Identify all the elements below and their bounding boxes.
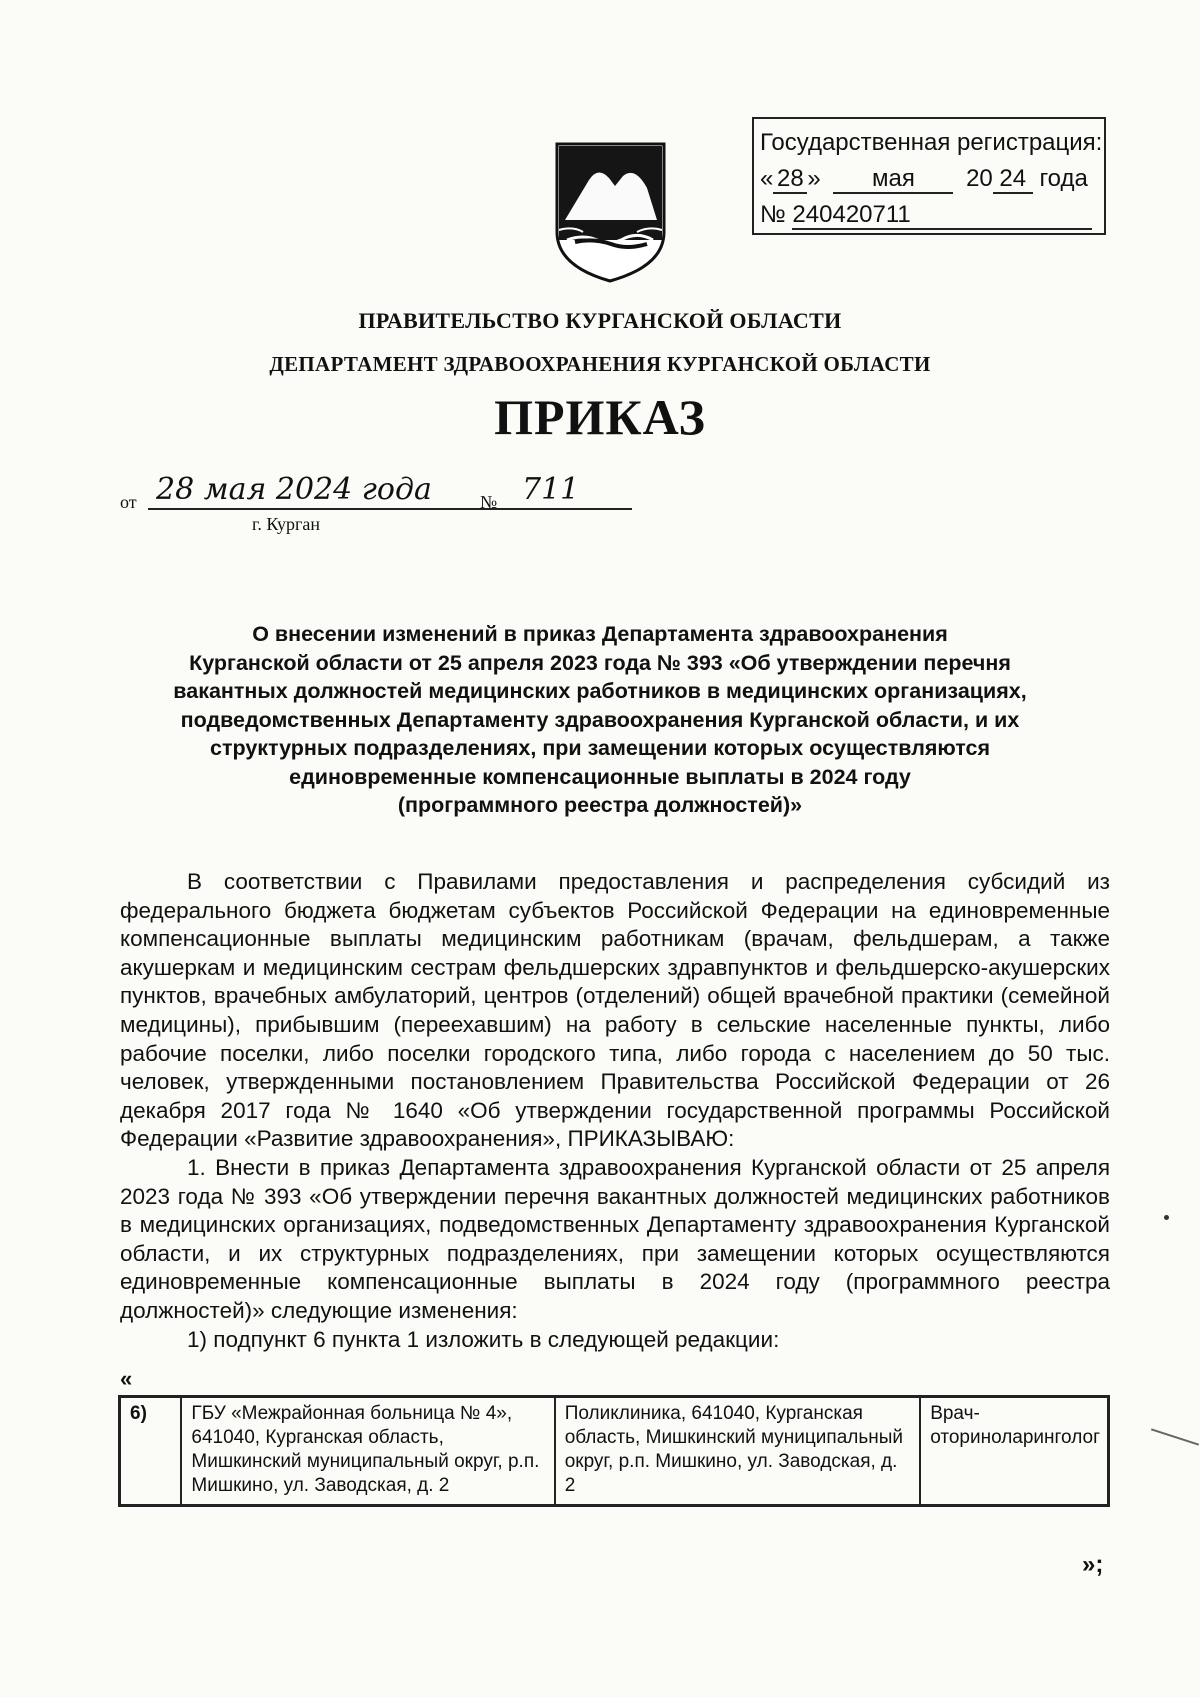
organization-cell: ГБУ «Межрайонная больница № 4», 641040, Курганская область, Мишкинский муниципальный округ, р.п. Мишкино, ул. Заводская, д. 2	[181, 1397, 554, 1506]
document-type-heading: ПРИКАЗ	[494, 389, 706, 445]
order-title	[120, 620, 1080, 820]
registration-date	[760, 161, 1098, 197]
registration-stamp	[752, 117, 1106, 235]
date-from-label: от	[120, 492, 137, 512]
city-label: г. Курган	[252, 514, 321, 534]
registration-day: 28	[773, 166, 807, 194]
order-number-label: №	[480, 492, 498, 512]
title-line: структурных подразделениях, при замещении которых осуществляются	[210, 736, 990, 760]
registration-year-word: года	[1039, 165, 1088, 192]
registration-number-line	[760, 197, 1098, 233]
title-line: (программного реестра должностей)»	[397, 793, 803, 817]
handwritten-order-number: 711	[512, 470, 632, 510]
coat-of-arms-icon	[553, 140, 668, 285]
title-line: Курганской области от 25 апреля 2023 года № 393 «Об утверждении перечня	[189, 650, 1011, 675]
row-number-cell: 6)	[120, 1397, 182, 1506]
margin-dot	[1164, 1215, 1169, 1220]
quote-open-mark: «	[120, 1366, 133, 1391]
registration-open-quote: «	[760, 165, 774, 192]
registration-month: мая	[833, 166, 953, 194]
handwritten-date: 28 мая 2024 года	[148, 470, 598, 510]
order-dateline	[120, 470, 640, 540]
government-heading: ПРАВИТЕЛЬСТВО КУРГАНСКОЙ ОБЛАСТИ	[358, 308, 842, 333]
title-line: подведомственных Департаменту здравоохранения Курганской области, и их	[180, 707, 1020, 732]
title-line: единовременные компенсационные выплаты в 2024 году	[289, 764, 911, 789]
preamble-paragraph: В соответствии с Правилами предоставления и распределения субсидий из федерального бюджета бюджетам субъектов Российской Федерации на единовременные компенсационные выплаты медицинским работникам (врачам, фельдшерам, а также акушеркам и медицинским сестрам фельдшерских здравпунктов и фельдшерско-акушерских пунктов, врачебных амбулаторий, центров (отделений) общей врачебной практики (семейной медицины), прибывшим (переехавшим) на работу в сельские населенные пункты, либо рабочие поселки, либо поселки городского типа, либо города с населением до 50 тыс. человек, утвержденными постановлением Правительства Российской Федерации от 26 декабря 2017 года № 1640 «Об утверждении государственной программы Российской Федерации «Развитие здравоохранения», ПРИКАЗЫВАЮ:	[120, 869, 1110, 1152]
title-line: О внесении изменений в приказ Департамента здравоохранения	[252, 622, 948, 646]
quote-close-mark: »;	[1082, 1551, 1104, 1578]
position-cell: Врач-оториноларинголог	[920, 1397, 1108, 1506]
registration-year-prefix: 20	[966, 165, 993, 192]
structural-unit-cell: Поликлиника, 641040, Курганская область, Мишкинский муниципальный округ, р.п. Мишкино, ул. Заводская, д. 2	[555, 1397, 920, 1506]
amendment-table	[118, 1395, 1110, 1507]
registration-year-suffix: 24	[993, 166, 1033, 194]
registration-heading: Государственная регистрация:	[760, 129, 1103, 156]
table-row	[120, 1397, 1109, 1506]
title-line: вакантных должностей медицинских работников в медицинских организациях,	[173, 679, 1027, 703]
registration-number-label: №	[760, 201, 786, 228]
margin-pen-stroke	[1151, 1428, 1199, 1445]
clause-1-paragraph: 1. Внести в приказ Департамента здравоохранения Курганской области от 25 апреля 2023 года № 393 «Об утверждении перечня вакантных должностей медицинских работников в медицинских организациях, подведомственных Департаменту здравоохранения Курганской области, и их структурных подразделениях, при замещении которых осуществляются единовременные компенсационные выплаты в 2024 году (программного реестра должностей)» следующие изменения:	[120, 1154, 1110, 1323]
order-body	[120, 868, 1110, 1354]
registration-number: 240420711	[792, 202, 1092, 230]
registration-close-quote: »	[807, 165, 821, 192]
subclause-1-paragraph: 1) подпункт 6 пункта 1 изложить в следующей редакции:	[187, 1326, 780, 1352]
department-heading: ДЕПАРТАМЕНТ ЗДРАВООХРАНЕНИЯ КУРГАНСКОЙ ОБЛАСТИ	[269, 352, 931, 376]
